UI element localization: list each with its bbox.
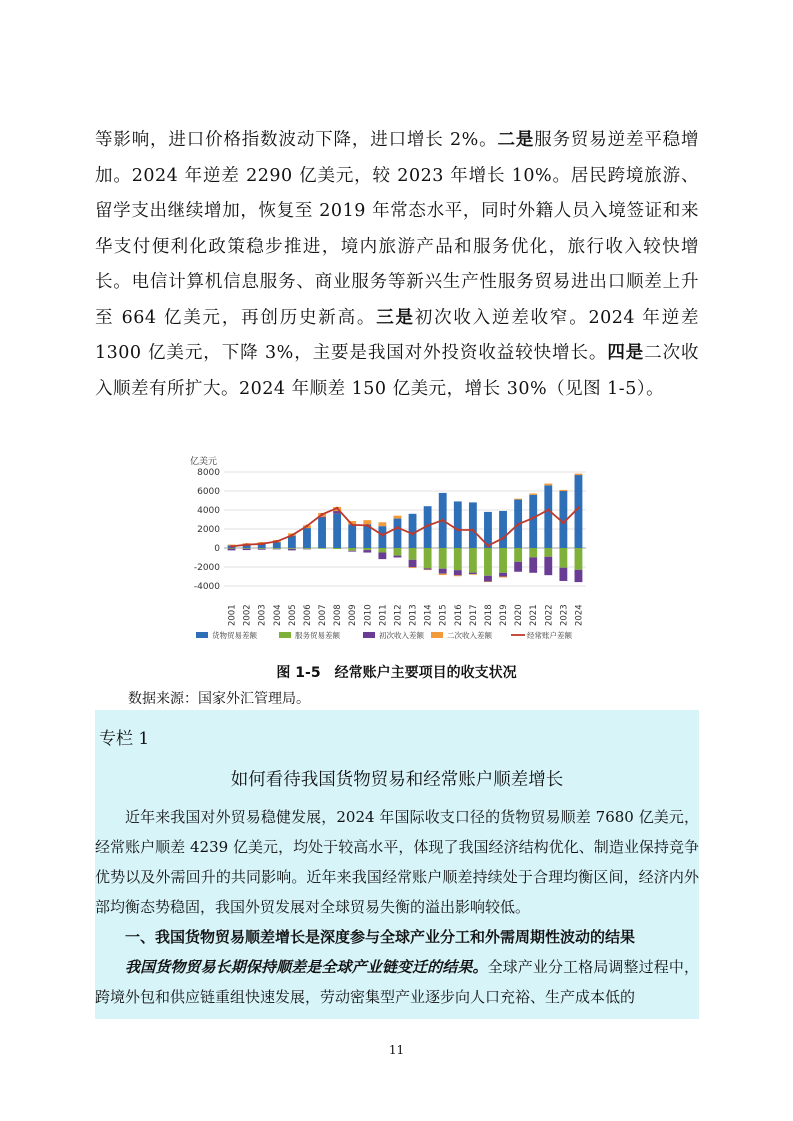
column-title: 如何看待我国货物贸易和经常账户顺差增长 (230, 770, 564, 790)
bar-货物贸易差额 (544, 485, 552, 548)
bar-货物贸易差额 (378, 526, 386, 548)
column-paragraph: 近年来我国对外贸易稳健发展，2024 年国际收支口径的货物贸易顺差 7680 亿美元，经常账户顺差 4239 亿美元，均处于较高水平，体现了我国经济结构优化、制造业保持竞争优势以及外需回升的共同影响。近年来我国经常账户顺差持续处于合理均衡区间，经济内外部均衡态势稳固，我国外贸发展对全球贸易失衡的溢出影响较低。 (95, 808, 699, 916)
x-tick-label: 2017 (468, 604, 479, 626)
bar-服务贸易差额 (228, 548, 236, 549)
bar-初次收入差额 (559, 568, 567, 581)
bar-服务贸易差额 (394, 548, 402, 556)
bar-初次收入差额 (454, 570, 462, 575)
bar-服务贸易差额 (499, 548, 507, 573)
bar-初次收入差额 (514, 562, 522, 572)
bar-服务贸易差额 (273, 548, 281, 549)
bar-服务贸易差额 (424, 548, 432, 568)
figure-caption: 图 1-5 经常账户主要项目的收支状况 (276, 665, 517, 681)
x-tick-label: 2008 (333, 604, 344, 626)
bar-服务贸易差额 (544, 548, 552, 557)
bar-服务贸易差额 (348, 548, 356, 551)
page-number: 11 (388, 1043, 405, 1057)
bar-服务贸易差额 (363, 548, 371, 550)
bar-初次收入差额 (303, 549, 311, 550)
bar-初次收入差额 (439, 569, 447, 574)
bar-初次收入差额 (243, 549, 251, 550)
bar-服务贸易差额 (559, 548, 567, 568)
bar-货物贸易差额 (288, 536, 296, 548)
bar-货物贸易差额 (348, 524, 356, 548)
legend-label: 初次收入差额 (379, 631, 424, 640)
x-tick-label: 2001 (227, 604, 238, 626)
x-tick-label: 2015 (438, 604, 449, 626)
line-point (411, 533, 414, 536)
bar-服务贸易差额 (378, 548, 386, 552)
bar-二次收入差额 (363, 520, 371, 524)
line-point (547, 508, 550, 511)
x-tick-label: 2016 (453, 604, 464, 626)
x-tick-label: 2022 (544, 604, 555, 626)
x-tick-label: 2009 (348, 604, 359, 626)
line-point (260, 543, 263, 546)
line-point (456, 528, 459, 531)
line-point (351, 524, 354, 527)
line-point (396, 526, 399, 529)
bar-服务贸易差额 (575, 548, 583, 570)
bar-初次收入差额 (288, 549, 296, 551)
x-tick-label: 2019 (499, 604, 510, 626)
bar-二次收入差额 (378, 522, 386, 526)
x-tick-label: 2013 (408, 604, 419, 626)
x-tick-label: 2012 (393, 604, 404, 626)
line-point (562, 522, 565, 525)
legend-label: 经常账户差额 (527, 631, 572, 640)
body-paragraph: 等影响，进口价格指数波动下降，进口增长 2%。二是服务贸易逆差平稳增加。2024 年逆差 2290 亿美元，较 2023 年增长 10%。居民跨境旅游、留学支出继续增加，恢复至 2019 年常态水平，同时外籍人员入境签证和来华支付便利化政策稳步推进，境内旅游产品和服务优化，旅行收入较快增长。电信计算机信息服务、商业服务等新兴生产性服务贸易进出口顺差上升至 664 亿美元，再创历史新高。三是初次收入逆差收窄。2024 年逆差 1300 亿美元，下降 3%，主要是我国对外投资收益较快增长。四是二次收入顺差有所扩大。2024 年顺差 150 亿美元，增长 30%（见图 1-5）。 (95, 130, 700, 399)
line-point (306, 525, 309, 528)
bar-初次收入差额 (258, 549, 266, 550)
bar-初次收入差额 (529, 557, 537, 572)
line-point (366, 524, 369, 527)
line-point (230, 545, 233, 548)
column-body (95, 802, 699, 1012)
bar-服务贸易差额 (333, 548, 341, 549)
bar-初次收入差额 (575, 570, 583, 582)
bar-初次收入差额 (484, 576, 492, 582)
current-account-chart (186, 455, 591, 655)
bar-初次收入差额 (228, 549, 236, 551)
bar-初次收入差额 (273, 549, 281, 550)
x-tick-label: 2014 (423, 604, 434, 626)
line-point (487, 544, 490, 547)
line-point (502, 537, 505, 540)
bar-二次收入差额 (514, 499, 522, 500)
x-tick-label: 2002 (242, 604, 253, 626)
y-tick-label: 8000 (197, 468, 220, 478)
bar-服务贸易差额 (469, 548, 477, 573)
y-tick-label: 6000 (197, 487, 220, 497)
bar-货物贸易差额 (303, 528, 311, 548)
line-point (321, 513, 324, 516)
x-tick-label: 2021 (529, 604, 540, 626)
x-tick-label: 2024 (574, 604, 585, 626)
column-label: 专栏 1 (99, 729, 150, 749)
bar-服务贸易差额 (484, 548, 492, 576)
y-unit-label: 亿美元 (190, 457, 218, 467)
x-tick-label: 2005 (287, 604, 298, 626)
bar-二次收入差额 (529, 493, 537, 494)
y-tick-label: -4000 (193, 582, 220, 592)
bar-货物贸易差额 (529, 495, 537, 548)
bar-初次收入差额 (394, 556, 402, 558)
x-tick-label: 2011 (378, 604, 389, 626)
bar-初次收入差额 (363, 550, 371, 552)
legend-swatch (196, 632, 208, 638)
x-tick-label: 2023 (559, 604, 570, 626)
bar-货物贸易差额 (394, 519, 402, 548)
chart-svg (186, 455, 591, 655)
bar-二次收入差额 (469, 574, 477, 575)
bar-初次收入差额 (544, 557, 552, 575)
line-point (381, 534, 384, 537)
legend-swatch (363, 632, 375, 638)
line-point (426, 524, 429, 527)
line-point (290, 534, 293, 537)
bar-初次收入差额 (469, 573, 477, 575)
bar-服务贸易差额 (514, 548, 522, 562)
bar-服务贸易差额 (258, 548, 266, 549)
legend-swatch (279, 632, 291, 638)
bar-服务贸易差额 (303, 548, 311, 549)
line-point (245, 543, 248, 546)
bar-服务贸易差额 (529, 548, 537, 557)
lead-sentence: 我国货物贸易长期保持顺差是全球产业链变迁的结果。 (125, 958, 488, 976)
bar-二次收入差额 (499, 577, 507, 578)
bar-服务贸易差额 (288, 548, 296, 549)
bar-服务贸易差额 (454, 548, 462, 570)
bar-货物贸易差额 (454, 501, 462, 548)
x-tick-label: 2018 (483, 604, 494, 626)
bar-二次收入差额 (575, 474, 583, 475)
legend-label: 二次收入差额 (447, 631, 492, 640)
bar-初次收入差额 (499, 573, 507, 577)
y-tick-label: 0 (214, 544, 220, 554)
bar-二次收入差额 (454, 575, 462, 576)
bar-初次收入差额 (378, 552, 386, 559)
x-tick-label: 2007 (318, 604, 329, 626)
bar-货物贸易差额 (273, 542, 281, 548)
line-series-current-account (232, 508, 579, 547)
y-tick-label: -2000 (193, 563, 220, 573)
bar-货物贸易差额 (333, 514, 341, 548)
line-point (577, 506, 580, 509)
column-paragraph: 我国货物贸易长期保持顺差是全球产业链变迁的结果。全球产业分工格局调整过程中，跨境外包和供应链重组快速发展，劳动密集型产业逐步向人口充裕、生产成本低的 (95, 958, 699, 1006)
line-point (532, 516, 535, 519)
bar-二次收入差额 (394, 516, 402, 519)
bar-初次收入差额 (348, 551, 356, 552)
bar-货物贸易差额 (409, 514, 417, 548)
bar-二次收入差额 (484, 582, 492, 583)
y-tick-label: 2000 (197, 525, 220, 535)
line-point (471, 529, 474, 532)
bar-货物贸易差额 (318, 518, 326, 548)
bar-服务贸易差额 (409, 548, 417, 560)
line-point (336, 507, 339, 510)
bar-货物贸易差额 (499, 511, 507, 548)
line-point (441, 519, 444, 522)
bar-初次收入差额 (409, 560, 417, 567)
column-box (95, 710, 699, 1019)
column-heading: 一、我国货物贸易顺差增长是深度参与全球产业分工和外需周期性波动的结果 (125, 928, 636, 946)
legend-label: 服务贸易差额 (295, 631, 340, 640)
bar-货物贸易差额 (469, 502, 477, 548)
x-tick-label: 2003 (257, 604, 268, 626)
x-tick-label: 2020 (514, 604, 525, 626)
bar-服务贸易差额 (439, 548, 447, 569)
line-point (517, 523, 520, 526)
data-source-note: 数据来源：国家外汇管理局。 (128, 691, 310, 707)
x-tick-label: 2010 (363, 604, 374, 626)
bar-二次收入差额 (409, 567, 417, 568)
bar-二次收入差额 (544, 484, 552, 486)
bar-二次收入差额 (559, 490, 567, 491)
y-tick-label: 4000 (197, 506, 220, 516)
bar-服务贸易差额 (318, 548, 326, 549)
legend-label: 货物贸易差额 (212, 631, 257, 640)
bar-二次收入差额 (439, 574, 447, 575)
bar-服务贸易差额 (243, 548, 251, 549)
bar-初次收入差额 (424, 568, 432, 569)
bar-二次收入差额 (424, 570, 432, 571)
line-point (275, 540, 278, 543)
x-tick-label: 2006 (302, 604, 313, 626)
legend-swatch (431, 632, 443, 638)
x-tick-label: 2004 (272, 604, 283, 626)
